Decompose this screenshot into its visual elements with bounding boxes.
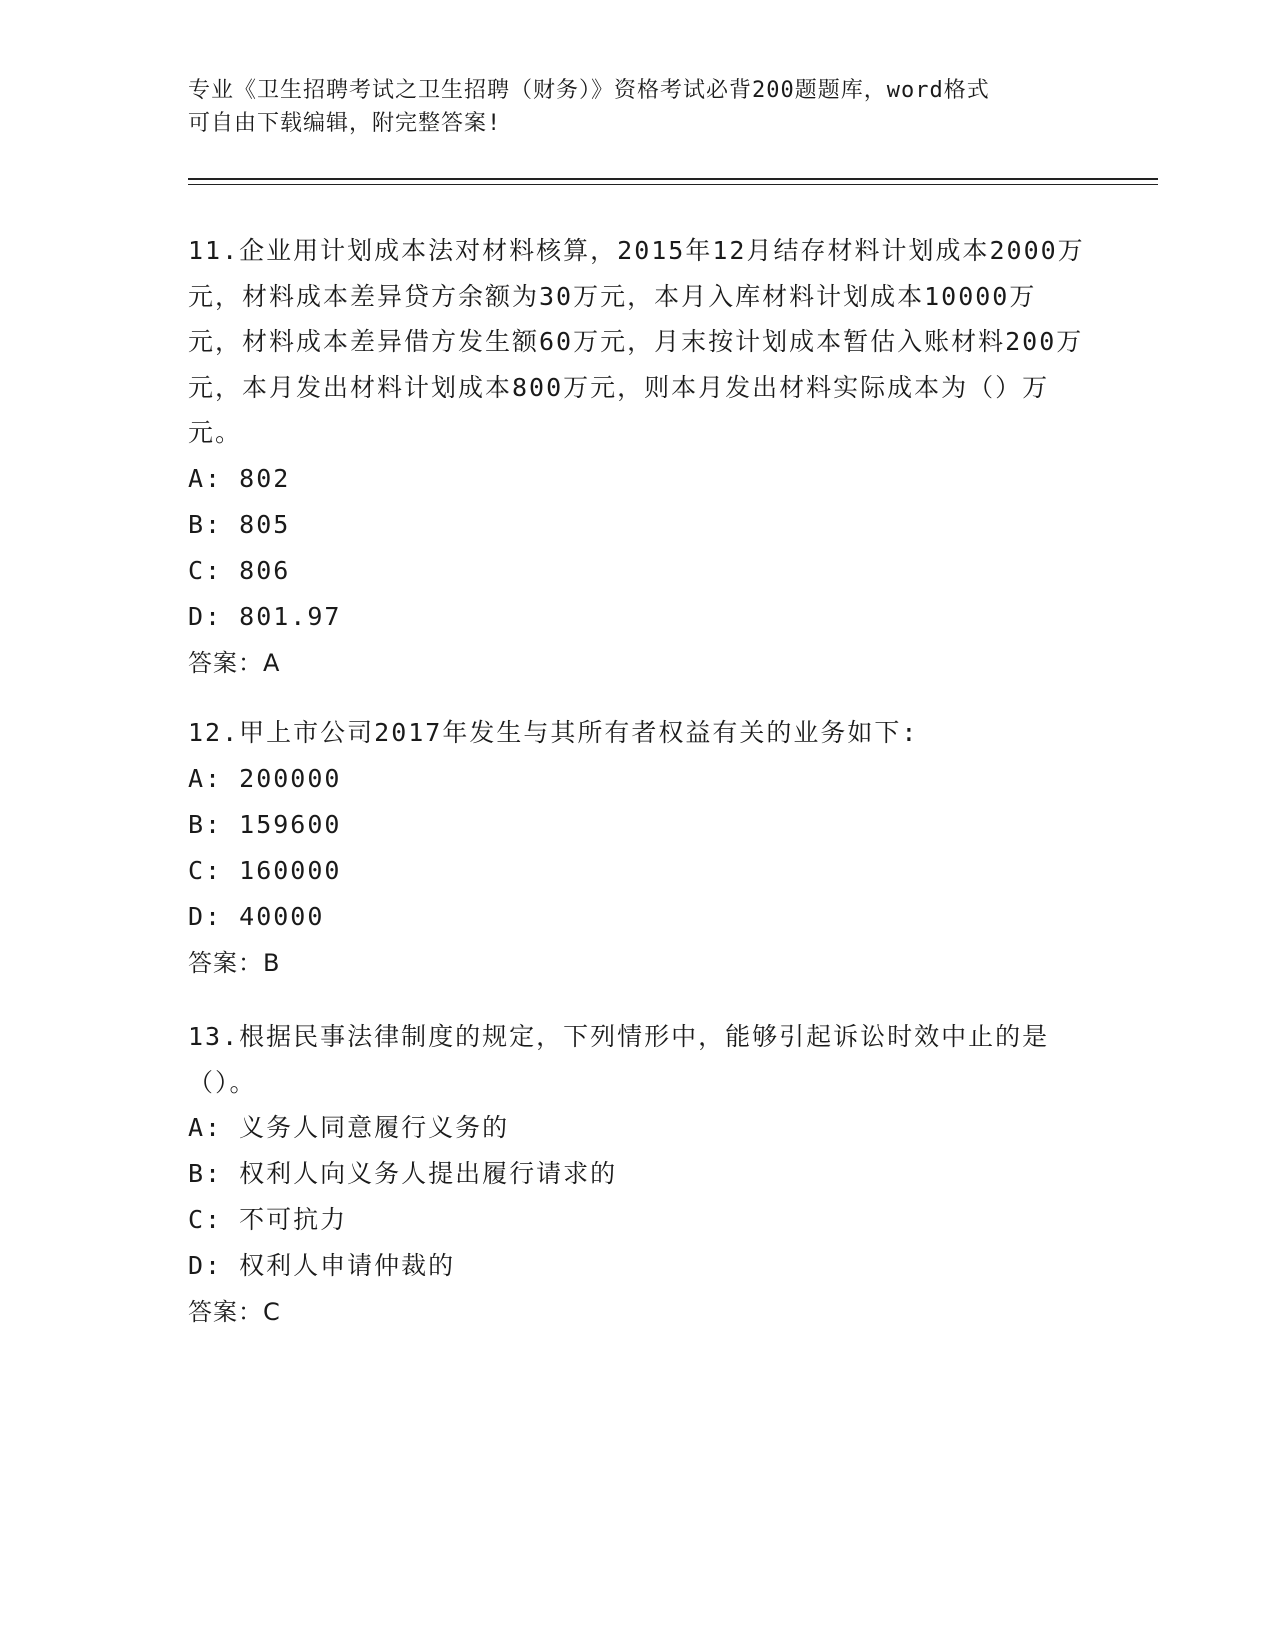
document-header xyxy=(188,74,1068,140)
header-line-2: 可自由下载编辑，附完整答案! xyxy=(188,111,502,136)
answer-label: 答案：C xyxy=(188,1298,281,1326)
option-c: C: 806 xyxy=(188,555,291,585)
option-list xyxy=(188,456,1088,640)
question-text: 11.企业用计划成本法对材料核算，2015年12月结存材料计划成本2000万元，材料成本差异贷方余额为30万元，本月入库材料计划成本10000万元，材料成本差异借方发生额60万元，月末按计划成本暂估入账材料200万元，本月发出材料计划成本800万元，则本月发出材料实际成本为（）万元。 xyxy=(188,236,1085,447)
option-c: C: 160000 xyxy=(188,855,342,885)
option-list xyxy=(188,756,1088,940)
question-text: 13.根据民事法律制度的规定，下列情形中，能够引起诉讼时效中止的是（）。 xyxy=(188,1022,1050,1097)
answer-label: 答案：B xyxy=(188,948,281,977)
option-list xyxy=(188,1105,1088,1289)
question-11 xyxy=(188,228,1088,686)
answer-label: 答案：A xyxy=(188,648,281,677)
question-13 xyxy=(188,1014,1088,1335)
option-b: B: 权利人向义务人提出履行请求的 xyxy=(188,1159,618,1188)
option-b: B: 159600 xyxy=(188,809,342,839)
option-a: A: 义务人同意履行义务的 xyxy=(188,1113,510,1142)
question-12 xyxy=(188,710,1088,986)
header-divider-thin xyxy=(188,184,1158,185)
question-text: 12.甲上市公司2017年发生与其所有者权益有关的业务如下: xyxy=(188,718,919,747)
option-d: D: 40000 xyxy=(188,901,325,931)
option-b: B: 805 xyxy=(188,509,291,539)
header-divider-thick xyxy=(188,178,1158,180)
option-c: C: 不可抗力 xyxy=(188,1205,348,1234)
header-line-1: 专业《卫生招聘考试之卫生招聘（财务）》资格考试必背200题题库，word格式 xyxy=(188,78,990,103)
option-a: A: 802 xyxy=(188,463,291,493)
option-d: D: 801.97 xyxy=(188,601,342,631)
option-a: A: 200000 xyxy=(188,763,342,793)
option-d: D: 权利人申请仲裁的 xyxy=(188,1251,456,1280)
